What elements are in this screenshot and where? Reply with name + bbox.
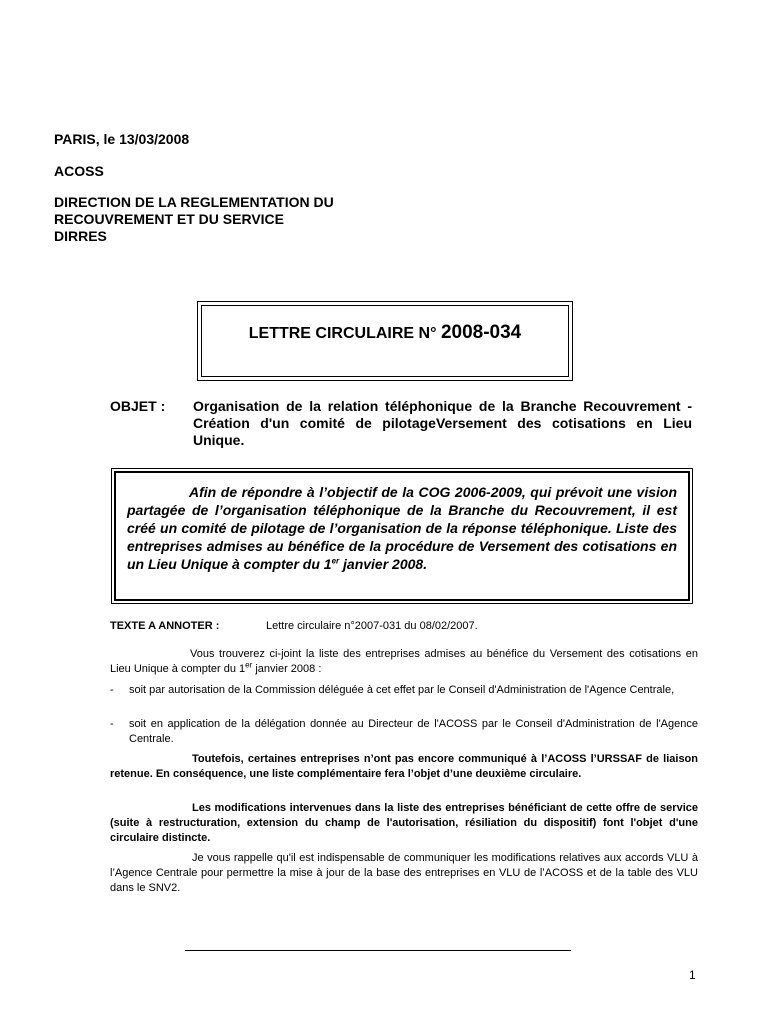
- paragraph-3-text: Les modifications intervenues dans la liste des entreprises bénéficiant de cette offre de service (suite à restructuration, extension du champ de l'autorisation, résiliation du dispositif) font l'objet d'une circulaire distincte.: [110, 802, 698, 844]
- summary-main: Afin de répondre à l’objectif de la COG 2006-2009, qui prévoit une vision partagée de l’organisation téléphonique de la Branche du Recouvrement, il est créé un comité de pilotage de l’organisation de la réponse téléphonique. Liste des entreprises admises au bénéfice de la procédure de Versement des cotisations en un Lieu Unique à compter du 1: [127, 484, 677, 572]
- paragraph-1-superscript: er: [245, 660, 253, 670]
- paragraph-3: [110, 801, 698, 846]
- paragraph-2: [110, 752, 698, 782]
- document-title: [198, 322, 572, 344]
- summary-superscript: er: [331, 556, 340, 566]
- bullet-item-1-text: soit par autorisation de la Commission déléguée à cet effet par le Conseil d'Administration de l'Agence Centrale,: [129, 684, 675, 696]
- annoter-value: Lettre circulaire n°2007-031 du 08/02/2007.: [266, 620, 478, 632]
- paragraph-1-text: Vous trouverez ci-joint la liste des entreprises admises au bénéfice du Versement des cotisations en Lieu Unique à compter du 1: [110, 648, 698, 675]
- bullet-marker: -: [110, 684, 114, 696]
- annoter-label: TEXTE A ANNOTER :: [110, 620, 220, 632]
- direction-line-1: DIRECTION DE LA REGLEMENTATION DU: [54, 194, 334, 210]
- title-prefix: LETTRE CIRCULAIRE N°: [248, 325, 437, 342]
- objet-text: Organisation de la relation téléphonique de la Branche Recouvrement - Création d'un comité de pilotageVersement des cotisations en Lieu Unique.: [193, 398, 692, 448]
- bullet-item-1: [110, 683, 698, 713]
- title-box: [197, 301, 573, 381]
- title-number: 2008-034: [440, 322, 522, 343]
- paragraph-4-text: Je vous rappelle qu'il est indispensable de communiquer les modifications relatives aux accords VLU à l’Agence Centrale pour permettre la mise à jour de la base des entreprises en VLU de l’ACOSS et de la table des VLU dans le SNV2.: [110, 852, 698, 894]
- paragraph-1: [110, 647, 698, 677]
- paragraph-2-text: Toutefois, certaines entreprises n’ont pas encore communiqué à l’ACOSS l’URSSAF de liaison retenue. En conséquence, une liste complémentaire fera l’objet d’une deuxième circulaire.: [110, 753, 698, 780]
- paragraph-4: [110, 851, 698, 896]
- footer-rule: [185, 950, 571, 951]
- paragraph-1-tail: janvier 2008 :: [252, 663, 322, 675]
- summary-box: [111, 468, 693, 604]
- bullet-item-2: [110, 717, 698, 747]
- page-number: 1: [689, 968, 696, 982]
- direction-line-2: RECOUVREMENT ET DU SERVICE: [54, 211, 284, 227]
- organization-name: ACOSS: [54, 163, 104, 179]
- date-line: PARIS, le 13/03/2008: [54, 131, 190, 147]
- direction-line-3: DIRRES: [54, 228, 107, 244]
- summary-text: [127, 483, 677, 573]
- objet-label: OBJET :: [110, 398, 166, 414]
- summary-tail: janvier 2008.: [339, 556, 428, 572]
- bullet-marker: -: [110, 718, 114, 730]
- bullet-item-2-text: soit en application de la délégation donnée au Directeur de l'ACOSS par le Conseil d'Administration de l'Agence Centrale.: [129, 718, 698, 745]
